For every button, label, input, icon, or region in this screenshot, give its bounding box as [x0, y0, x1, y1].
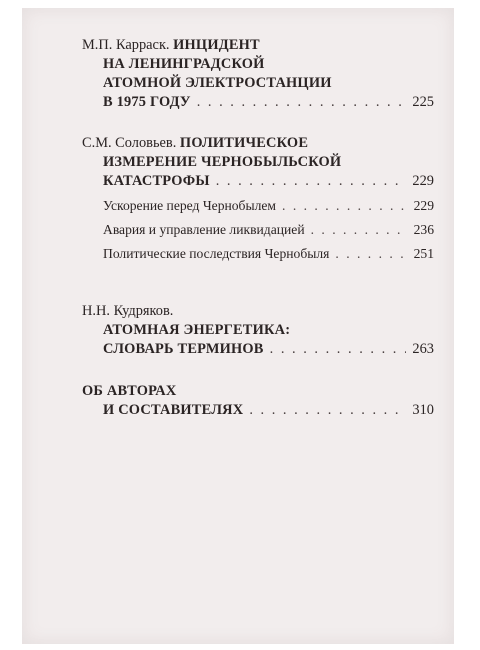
entry-page-number: 310: [412, 402, 434, 418]
entry-title-line: АТОМНОЙ ЭЛЕКТРОСТАНЦИИ: [103, 75, 332, 91]
subsection-title: Авария и управление ликвидацией: [103, 222, 305, 237]
entry-page-number: 229: [412, 173, 434, 189]
leader-dots: [270, 340, 407, 359]
entry-title-line: АТОМНАЯ ЭНЕРГЕТИКА:: [103, 322, 291, 338]
toc-entry-karrask: [82, 36, 434, 112]
subsection-title: Политические последствия Чернобыля: [103, 246, 330, 261]
entry-author: С.М. Соловьев.: [82, 135, 177, 151]
entry-title-line: НА ЛЕНИНГРАДСКОЙ: [103, 56, 265, 72]
leader-dots: [335, 245, 407, 263]
subsection-title: Ускорение перед Чернобылем: [103, 198, 277, 213]
leader-dots: [216, 172, 407, 191]
entry-title-line: ОБ АВТОРАХ: [82, 383, 177, 399]
entry-title-line: ИНЦИДЕНТ: [173, 37, 260, 53]
book-page: [22, 8, 454, 644]
leader-dots: [197, 93, 407, 112]
toc-entry-kudryakov: [82, 302, 434, 359]
entry-author: М.П. Карраск.: [82, 37, 170, 53]
entry-title-line: И СОСТАВИТЕЛЯХ: [103, 402, 244, 418]
subsection-page-number: 236: [413, 222, 434, 237]
toc-subsection: [82, 245, 434, 263]
toc-subsection: [82, 197, 434, 215]
entry-author: Н.Н. Кудряков.: [82, 303, 174, 319]
entry-page-number: 225: [412, 94, 434, 110]
entry-title-line: В 1975 ГОДУ: [103, 94, 191, 110]
entry-title-line: КАТАСТРОФЫ: [103, 173, 210, 189]
toc-subsection: [82, 221, 434, 239]
toc-entry-solovyev: [82, 134, 434, 263]
leader-dots: [249, 401, 406, 420]
leader-dots: [311, 221, 408, 239]
entry-title-line: СЛОВАРЬ ТЕРМИНОВ: [103, 341, 264, 357]
entry-title-line: ПОЛИТИЧЕСКОЕ: [179, 135, 309, 151]
entry-title-line: ИЗМЕРЕНИЕ ЧЕРНОБЫЛЬСКОЙ: [103, 154, 342, 170]
subsection-page-number: 229: [413, 198, 434, 213]
entry-page-number: 263: [412, 341, 434, 357]
leader-dots: [282, 197, 408, 215]
subsection-page-number: 251: [413, 246, 434, 261]
toc-entry-about-authors: [82, 382, 434, 420]
